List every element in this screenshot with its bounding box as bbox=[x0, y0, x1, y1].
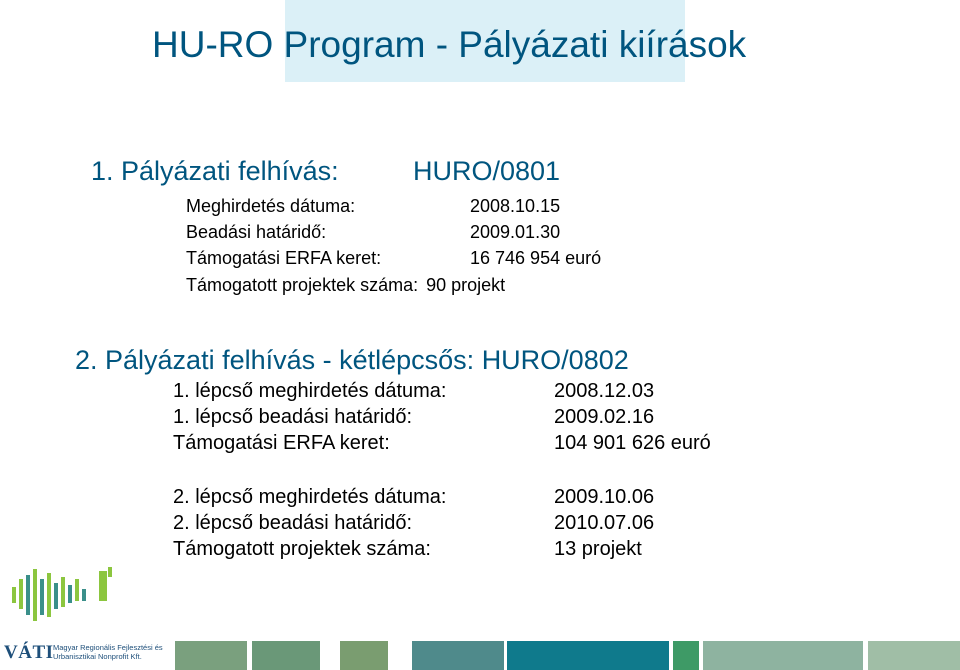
section1-row bbox=[186, 222, 561, 248]
section1-row bbox=[186, 275, 505, 301]
footer-strip-block bbox=[703, 641, 863, 670]
row-label: Meghirdetés dátuma: bbox=[186, 196, 356, 216]
section1-heading-label: 1. Pályázati felhívás: bbox=[91, 156, 339, 186]
footer-strip-block bbox=[340, 641, 388, 670]
footer-strip-block bbox=[507, 641, 669, 670]
row-value: 2010.07.06 bbox=[554, 512, 655, 534]
section2-row bbox=[173, 406, 655, 432]
row-label: Támogatási ERFA keret: bbox=[186, 248, 382, 268]
row-value: 2009.10.06 bbox=[554, 486, 655, 508]
page-title: HU-RO Program - Pályázati kiírások bbox=[152, 24, 747, 65]
section2-row bbox=[173, 432, 711, 458]
row-value: 2009.02.16 bbox=[554, 406, 655, 428]
section2-row bbox=[173, 486, 655, 512]
footer-strip-block bbox=[673, 641, 699, 670]
footer-strip-block bbox=[175, 641, 247, 670]
section1-heading bbox=[91, 156, 561, 187]
row-value: 104 901 626 euró bbox=[554, 432, 711, 454]
row-value: 2008.12.03 bbox=[554, 380, 655, 402]
section2-row bbox=[173, 380, 655, 406]
row-value: 2009.01.30 bbox=[470, 222, 561, 242]
logo-subtitle: Magyar Regionális Fejlesztési és Urbanisztikai Nonprofit Kft. bbox=[53, 643, 163, 661]
footer-strip-block bbox=[252, 641, 320, 670]
row-value: 16 746 954 euró bbox=[470, 248, 602, 268]
row-label: Támogatott projektek száma: bbox=[186, 275, 419, 295]
row-label: Támogatott projektek száma: bbox=[173, 538, 431, 560]
section1-row bbox=[186, 196, 561, 222]
footer-strip-block bbox=[412, 641, 504, 670]
row-label: Támogatási ERFA keret: bbox=[173, 432, 390, 454]
section1-row bbox=[186, 248, 602, 274]
section2-row bbox=[173, 538, 642, 564]
row-value: 13 projekt bbox=[554, 538, 642, 560]
footer-strip-block bbox=[868, 641, 960, 670]
section2-row bbox=[173, 512, 655, 538]
section1-code: HURO/0801 bbox=[413, 156, 561, 186]
section2-heading: 2. Pályázati felhívás - kétlépcsős: HURO/0802 bbox=[75, 345, 629, 375]
row-label: 2. lépcső meghirdetés dátuma: bbox=[173, 486, 447, 508]
row-label: Beadási határidő: bbox=[186, 222, 327, 242]
row-value: 2008.10.15 bbox=[470, 196, 561, 216]
row-label: 1. lépcső beadási határidő: bbox=[173, 406, 413, 428]
logo-name: VÁTI bbox=[4, 642, 54, 663]
row-label: 2. lépcső beadási határidő: bbox=[173, 512, 413, 534]
row-value: 90 projekt bbox=[426, 275, 506, 295]
row-label: 1. lépcső meghirdetés dátuma: bbox=[173, 380, 447, 402]
